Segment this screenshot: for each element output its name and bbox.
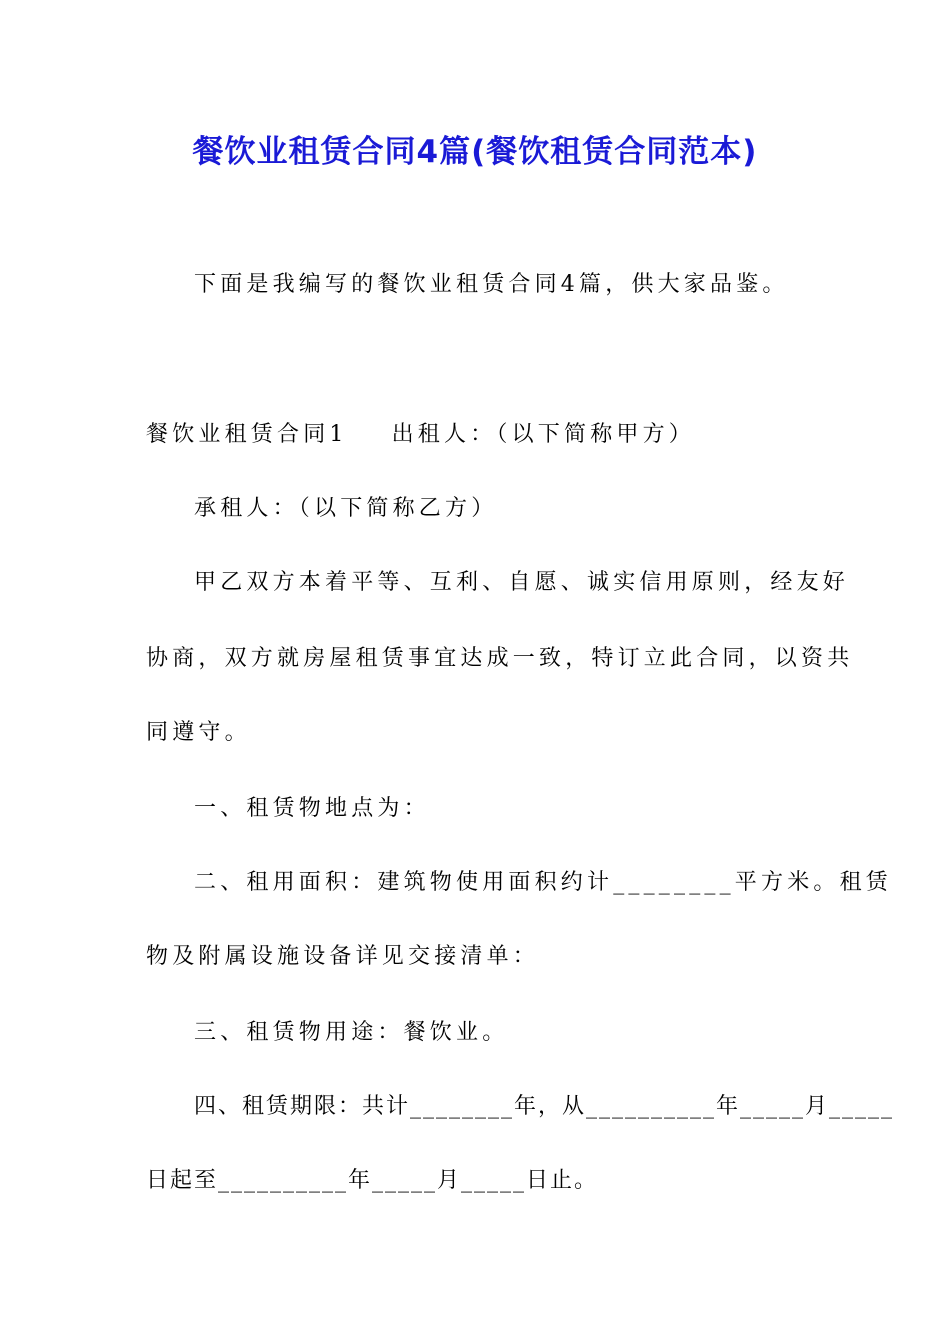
clause-2-line-1: 二、租用面积：建筑物使用面积约计________平方米。租赁 [194,870,893,895]
section-heading-row [146,420,695,450]
lessor-line: 出租人：（以下简称甲方） [391,422,696,447]
clause-4-line-2: 日起至__________年_____月_____日止。 [146,1168,599,1193]
clause-3: 三、租赁物用途：餐饮业。 [194,1020,509,1045]
paragraph-1-line-2: 协商，双方就房屋租赁事宜达成一致，特订立此合同，以资共 [146,646,854,671]
paragraph-1-line-3: 同遵守。 [146,720,251,745]
clause-1: 一、租赁物地点为： [194,796,430,821]
document-title: 餐饮业租赁合同4篇(餐饮租赁合同范本) [192,134,758,170]
lessee-line: 承租人：（以下简称乙方） [194,496,498,521]
section-heading: 餐饮业租赁合同1 [146,422,348,447]
clause-4-line-1: 四、租赁期限：共计________年，从__________年_____月_____ [194,1094,895,1119]
intro-paragraph: 下面是我编写的餐饮业租赁合同4篇，供大家品鉴。 [194,272,789,297]
clause-2-line-2: 物及附属设施设备详见交接清单： [146,944,540,969]
paragraph-1-line-1: 甲乙双方本着平等、互利、自愿、诚实信用原则，经友好 [194,570,850,595]
